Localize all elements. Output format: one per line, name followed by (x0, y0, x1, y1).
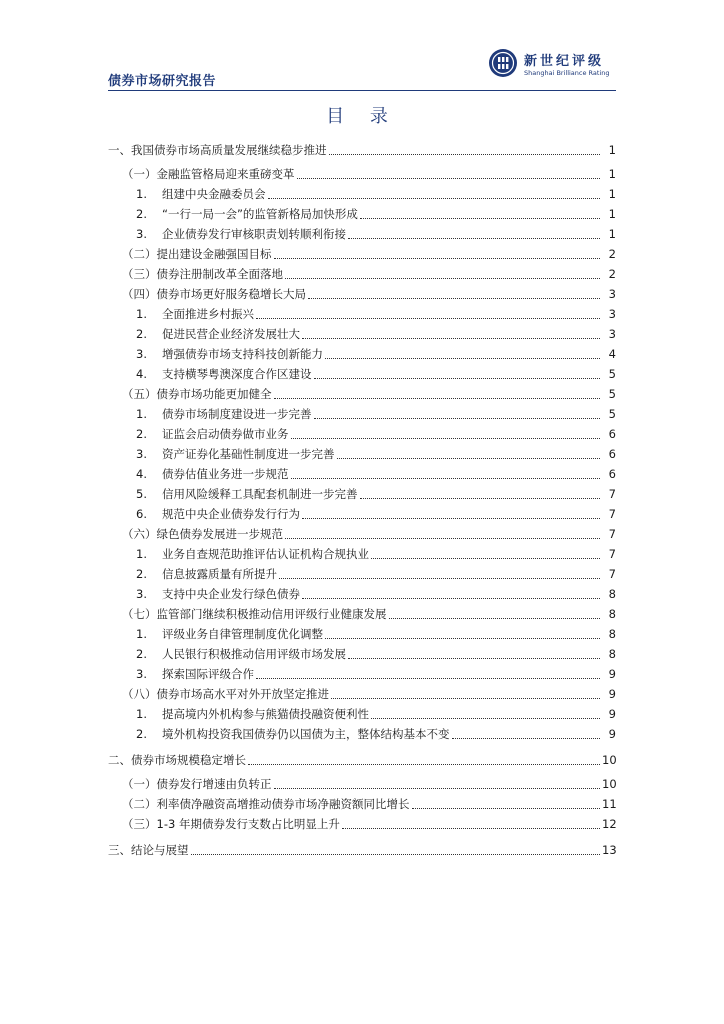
toc-page-number: 3 (608, 287, 616, 301)
toc-entry-label: 支持横琴粤澳深度合作区建设 (162, 367, 312, 381)
toc-entry[interactable] (122, 774, 616, 792)
leader-dots (389, 618, 601, 619)
leader-dots (274, 258, 601, 259)
leader-dots (329, 154, 601, 155)
toc-entry[interactable] (136, 184, 616, 202)
toc-entry[interactable] (136, 644, 616, 662)
toc-entry-label: 证监会启动债券做市业务 (162, 427, 289, 441)
leader-dots (291, 438, 601, 439)
toc-entry-number: 1. (136, 627, 147, 641)
toc-entry-label: 资产证券化基础性制度进一步完善 (162, 447, 335, 461)
toc-entry[interactable] (122, 284, 616, 302)
toc-entry[interactable] (122, 604, 616, 622)
leader-dots (360, 218, 600, 219)
leader-dots (360, 498, 601, 499)
leader-dots (314, 378, 601, 379)
leader-dots (302, 518, 600, 519)
leader-dots (331, 698, 600, 699)
leader-dots (268, 198, 601, 199)
logo-chinese-name: 新世纪评级 (524, 54, 605, 69)
leader-dots (348, 658, 600, 659)
leader-dots (285, 538, 600, 539)
toc-entry[interactable] (136, 724, 616, 742)
toc-page-number: 5 (608, 407, 616, 421)
toc-entry[interactable] (122, 264, 616, 282)
toc-entry-number: 3. (136, 667, 147, 681)
toc-entry-label: 促进民营企业经济发展壮大 (162, 327, 300, 341)
toc-entry[interactable] (136, 344, 616, 362)
toc-page-number: 12 (602, 817, 617, 831)
toc-page-number: 1 (608, 227, 616, 241)
toc-entry-label: （一）债券发行增速由负转正 (122, 777, 272, 791)
toc-entry-label: 全面推进乡村振兴 (162, 307, 254, 321)
toc-entry-label: （一）金融监管格局迎来重磅变革 (122, 167, 295, 181)
toc-entry-number: 3. (136, 227, 147, 241)
toc-entry[interactable] (136, 424, 616, 442)
toc-page-number: 9 (608, 667, 616, 681)
leader-dots (325, 638, 600, 639)
toc-entry-number: 3. (136, 347, 147, 361)
toc-entry[interactable] (136, 584, 616, 602)
toc-entry-label: 信息披露质量有所提升 (162, 567, 277, 581)
toc-entry-label: 二、债券市场规模稳定增长 (108, 753, 246, 767)
toc-page-number: 9 (608, 727, 616, 741)
leader-dots (291, 478, 601, 479)
toc-entry[interactable] (108, 140, 616, 158)
toc-page-number: 2 (608, 247, 616, 261)
leader-dots (274, 788, 601, 789)
toc-entry-number: 6. (136, 507, 147, 521)
leader-dots (248, 764, 600, 765)
toc-page-number: 7 (608, 547, 616, 561)
leader-dots (342, 828, 600, 829)
toc-entry[interactable] (136, 484, 616, 502)
leader-dots (285, 278, 600, 279)
toc-entry-number: 2. (136, 647, 147, 661)
toc-page-number: 8 (608, 627, 616, 641)
toc-entry-label: （二）利率债净融资高增推动债券市场净融资额同比增长 (122, 797, 410, 811)
toc-page-number: 1 (608, 207, 616, 221)
toc-entry-label: （七）监管部门继续积极推动信用评级行业健康发展 (122, 607, 387, 621)
toc-page-number: 9 (608, 707, 616, 721)
toc-page-number: 5 (608, 387, 616, 401)
toc-entry-number: 5. (136, 487, 147, 501)
toc-entry[interactable] (136, 304, 616, 322)
toc-entry[interactable] (122, 524, 616, 542)
toc-page-number: 1 (608, 143, 616, 157)
toc-entry-number: 1. (136, 187, 147, 201)
toc-page-number: 11 (602, 797, 617, 811)
logo-english-name: Shanghai Brilliance Rating (524, 69, 610, 77)
leader-dots (279, 578, 600, 579)
toc-page-number: 8 (608, 607, 616, 621)
toc-page-number: 13 (602, 843, 617, 857)
leader-dots (256, 678, 600, 679)
rating-emblem-icon (488, 48, 518, 78)
toc-entry-label: 组建中央金融委员会 (162, 187, 266, 201)
page-header (108, 44, 616, 90)
toc-entry[interactable] (136, 224, 616, 242)
toc-page-number: 4 (608, 347, 616, 361)
toc-entry-label: （五）债券市场功能更加健全 (122, 387, 272, 401)
leader-dots (314, 418, 601, 419)
toc-entry-label: 评级业务自律管理制度优化调整 (162, 627, 323, 641)
toc-entry-label: 债券估值业务进一步规范 (162, 467, 289, 481)
toc-entry[interactable] (122, 684, 616, 702)
toc-heading: 目 录 (326, 106, 398, 127)
leader-dots (348, 238, 600, 239)
leader-dots (371, 558, 600, 559)
toc-entry-label: 债券市场制度建设进一步完善 (162, 407, 312, 421)
toc-entry[interactable] (108, 750, 616, 768)
toc-entry-label: （三）1-3 年期债券发行支数占比明显上升 (122, 817, 340, 831)
leader-dots (452, 738, 601, 739)
toc-entry-number: 4. (136, 367, 147, 381)
toc-entry-number: 2. (136, 567, 147, 581)
toc-entry[interactable] (122, 164, 616, 182)
toc-entry-label: 三、结论与展望 (108, 843, 189, 857)
toc-entry-label: 企业债券发行审核职责划转顺利衔接 (162, 227, 346, 241)
toc-entry[interactable] (136, 664, 616, 682)
toc-entry-label: 境外机构投资我国债券仍以国债为主，整体结构基本不变 (162, 727, 450, 741)
toc-entry[interactable] (136, 464, 616, 482)
toc-page-number: 8 (608, 647, 616, 661)
toc-entry-number: 3. (136, 587, 147, 601)
toc-page-number: 3 (608, 307, 616, 321)
toc-entry[interactable] (136, 564, 616, 582)
toc-entry-number: 2. (136, 207, 147, 221)
toc-entry-label: （八）债券市场高水平对外开放坚定推进 (122, 687, 329, 701)
toc-entry-number: 1. (136, 547, 147, 561)
report-series-title: 债券市场研究报告 (108, 74, 217, 89)
toc-entry-number: 1. (136, 307, 147, 321)
toc-entry-number: 2. (136, 427, 147, 441)
toc-page-number: 10 (602, 753, 617, 767)
toc-entry-number: 2. (136, 327, 147, 341)
toc-entry-label: 信用风险缓释工具配套机制进一步完善 (162, 487, 358, 501)
leader-dots (274, 398, 601, 399)
leader-dots (325, 358, 600, 359)
toc-page-number: 1 (608, 187, 616, 201)
toc-entry-label: 增强债券市场支持科技创新能力 (162, 347, 323, 361)
toc-entry-label: 一、我国债券市场高质量发展继续稳步推进 (108, 143, 327, 157)
toc-entry[interactable] (136, 364, 616, 382)
toc-page-number: 1 (608, 167, 616, 181)
toc-entry-number: 1. (136, 707, 147, 721)
toc-entry[interactable] (108, 840, 616, 858)
leader-dots (371, 718, 600, 719)
toc-entry[interactable] (122, 794, 616, 812)
toc-entry[interactable] (136, 324, 616, 342)
toc-entry[interactable] (136, 404, 616, 422)
leader-dots (302, 598, 600, 599)
toc-entry[interactable] (136, 504, 616, 522)
toc-page-number: 3 (608, 327, 616, 341)
leader-dots (297, 178, 601, 179)
toc-entry[interactable] (122, 384, 616, 402)
toc-entry-label: 规范中央企业债券发行行为 (162, 507, 300, 521)
toc-page-number: 7 (608, 527, 616, 541)
toc-page-number: 10 (602, 777, 617, 791)
toc-entry[interactable] (136, 544, 616, 562)
toc-page-number: 9 (608, 687, 616, 701)
toc-entry[interactable] (122, 244, 616, 262)
toc-page-number: 8 (608, 587, 616, 601)
toc-page-number: 6 (608, 427, 616, 441)
leader-dots (256, 318, 600, 319)
leader-dots (308, 298, 600, 299)
toc-entry-number: 2. (136, 727, 147, 741)
toc-entry-number: 4. (136, 467, 147, 481)
company-logo (488, 48, 616, 82)
header-divider (108, 90, 616, 91)
leader-dots (412, 808, 601, 809)
toc-entry-number: 1. (136, 407, 147, 421)
toc-page-number: 5 (608, 367, 616, 381)
toc-entry-label: （二）提出建设金融强国目标 (122, 247, 272, 261)
leader-dots (337, 458, 601, 459)
toc-entry[interactable] (136, 624, 616, 642)
toc-entry[interactable] (136, 704, 616, 722)
toc-entry-label: （三）债券注册制改革全面落地 (122, 267, 283, 281)
toc-entry-label: 提高境内外机构参与熊猫债投融资便利性 (162, 707, 369, 721)
toc-page-number: 7 (608, 487, 616, 501)
toc-page-number: 6 (608, 467, 616, 481)
toc-entry-number: 3. (136, 447, 147, 461)
toc-entry[interactable] (136, 204, 616, 222)
toc-page-number: 7 (608, 507, 616, 521)
toc-entry-label: 支持中央企业发行绿色债券 (162, 587, 300, 601)
toc-entry-label: “一行一局一会”的监管新格局加快形成 (162, 207, 358, 221)
toc-entry-label: 人民银行积极推动信用评级市场发展 (162, 647, 346, 661)
toc-entry-label: 业务自查规范助推评估认证机构合规执业 (162, 547, 369, 561)
leader-dots (191, 854, 601, 855)
toc-entry-label: （四）债券市场更好服务稳增长大局 (122, 287, 306, 301)
toc-page-number: 2 (608, 267, 616, 281)
toc-entry-label: 探索国际评级合作 (162, 667, 254, 681)
toc-page-number: 7 (608, 567, 616, 581)
toc-entry[interactable] (136, 444, 616, 462)
toc-page-number: 6 (608, 447, 616, 461)
toc-entry[interactable] (122, 814, 616, 832)
leader-dots (302, 338, 600, 339)
toc-entry-label: （六）绿色债券发展进一步规范 (122, 527, 283, 541)
